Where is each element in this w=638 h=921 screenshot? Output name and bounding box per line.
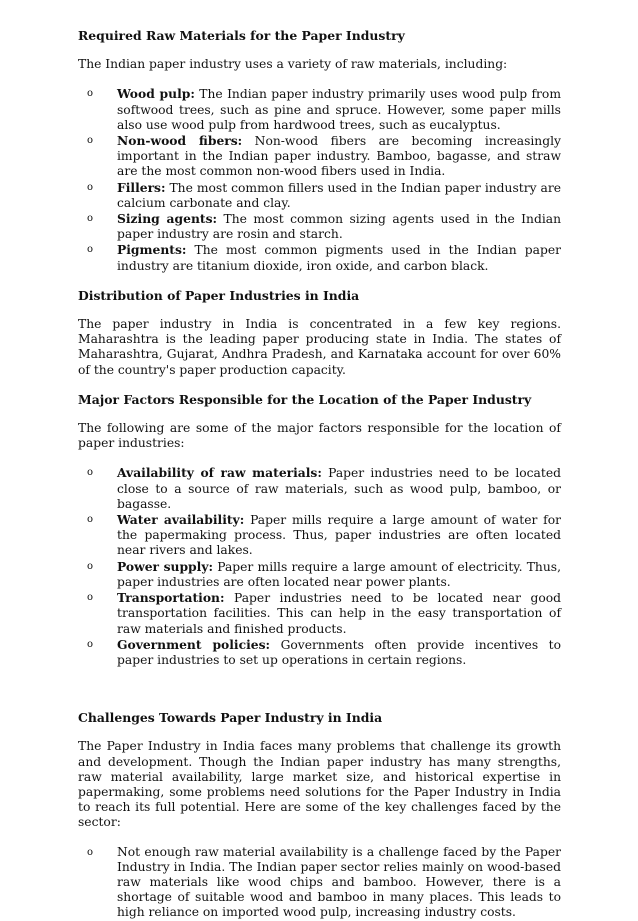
bullet-icon: o	[87, 638, 94, 650]
bullet-icon: o	[87, 846, 94, 858]
list-item: o Availability of raw materials: Paper industries need to be located close to a source of raw materials, such as wood pulp, bamboo, or bagasse.	[87, 465, 561, 511]
list-item: o Power supply: Paper mills require a large amount of electricity. Thus, paper industries are often located near power plants.	[87, 558, 561, 589]
list-item: o Government policies: Governments often provide incentives to paper industries to set up operations in certain regions.	[87, 636, 562, 667]
bullet-icon: o	[87, 514, 94, 526]
location-factors-intro: The following are some of the major factors responsible for the location of paper industries:	[78, 421, 561, 451]
location-factors-list	[78, 465, 561, 668]
raw-materials-intro: The Indian paper industry uses a variety of raw materials, including:	[78, 57, 508, 72]
list-item: o Wood pulp: The Indian paper industry primarily uses wood pulp from softwood trees, such as pine and spruce. However, some paper mills also use wood pulp from hardwood trees, such as eucalyptus.	[87, 86, 561, 132]
list-item: o Non-wood fibers: Non-wood fibers are becoming increasingly important in the Indian paper industry. Bamboo, bagasse, and straw are the most common non-wood fibers used in India.	[87, 133, 561, 179]
bullet-icon: o	[87, 181, 94, 193]
list-item: o Pigments: The most common pigments used in the Indian paper industry are titanium dioxide, iron oxide, and carbon black.	[87, 242, 561, 273]
bullet-icon: o	[87, 560, 94, 572]
list-item: o Not enough raw material availability is a challenge faced by the Paper Industry in India. The Indian paper sector relies mainly on wood-based raw materials like wood chips and bamboo. However, there is a shortage of suitable wood and bamboo in many places. This leads to high reliance on imported wood pulp, increasing industry costs.	[87, 844, 561, 920]
section-heading-location-factors: Major Factors Responsible for the Location of the Paper Industry	[78, 391, 532, 407]
section-heading-challenges: Challenges Towards Paper Industry in India	[78, 710, 383, 726]
bullet-icon: o	[87, 135, 94, 147]
bullet-icon: o	[87, 213, 94, 225]
bullet-icon: o	[87, 592, 94, 604]
section-heading-distribution: Distribution of Paper Industries in India	[78, 287, 360, 303]
challenges-paragraph: The Paper Industry in India faces many problems that challenge its growth and development. Though the Indian paper industry has many strengths, raw material availability, large market size, and historical expertise in papermaking, some problems need solutions for the Paper Industry in India to reach its full potential. Here are some of the key challenges faced by the sector:	[78, 739, 561, 830]
challenges-list	[78, 845, 561, 921]
list-item: o Water availability: Paper mills require a large amount of water for the papermaking process. Thus, paper industries are often located near rivers and lakes.	[87, 512, 561, 558]
bullet-icon: o	[87, 88, 94, 100]
bullet-icon: o	[87, 244, 94, 256]
bullet-icon: o	[87, 467, 94, 479]
list-item: o Fillers: The most common fillers used in the Indian paper industry are calcium carbonate and clay.	[87, 179, 561, 210]
list-item: o Transportation: Paper industries need to be located near good transportation facilities. This can help in the easy transportation of raw materials and finished products.	[87, 590, 561, 636]
section-heading-raw-materials: Required Raw Materials for the Paper Industry	[78, 28, 405, 43]
raw-materials-list	[78, 86, 561, 273]
list-item: o Sizing agents: The most common sizing agents used in the Indian paper industry are rosin and starch.	[87, 211, 562, 242]
distribution-paragraph: The paper industry in India is concentrated in a few key regions. Maharashtra is the leading paper producing state in India. The states of Maharashtra, Gujarat, Andhra Pradesh, and Karnataka account for over 60% of the country's paper production capacity.	[78, 317, 561, 377]
